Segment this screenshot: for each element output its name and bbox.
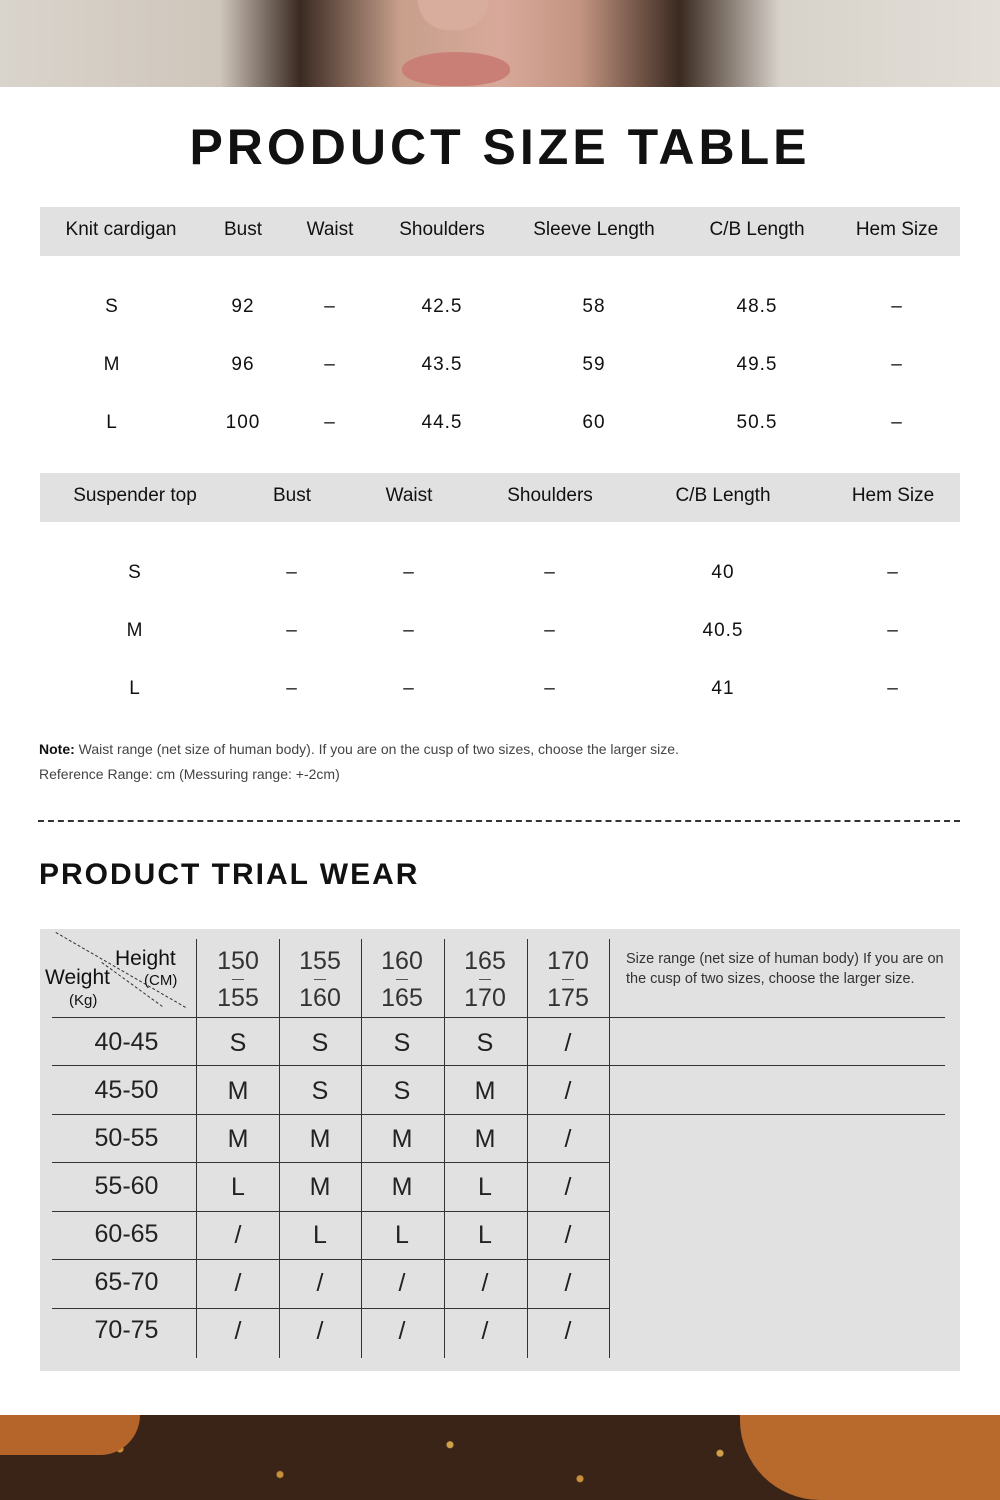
grid-line	[52, 1065, 945, 1066]
table-header	[40, 207, 960, 256]
cardigan-sleeve-shape	[740, 1415, 1000, 1500]
note-label: Note:	[39, 741, 75, 757]
suspender-top-size-table	[40, 473, 960, 720]
size-cell: /	[316, 1269, 324, 1297]
height-range-high: 155	[217, 984, 259, 1012]
size-cell: S	[229, 1029, 247, 1057]
value-cell: –	[891, 296, 903, 317]
height-range-high: 165	[381, 984, 423, 1012]
size-cell: /	[564, 1173, 572, 1201]
weight-label: Weight	[45, 966, 110, 989]
value-cell: 41	[711, 678, 735, 699]
size-cell: M	[227, 1125, 249, 1153]
size-cell: S	[128, 562, 142, 583]
header-cell: C/B Length	[709, 219, 805, 240]
height-range	[361, 948, 443, 1012]
value-cell: 49.5	[736, 354, 778, 375]
grid-line	[52, 1308, 609, 1309]
value-cell: –	[887, 620, 899, 641]
size-cell: M	[391, 1125, 413, 1153]
size-cell: M	[309, 1173, 331, 1201]
value-cell: –	[286, 562, 298, 583]
trial-wear-table	[40, 929, 960, 1371]
size-cell: S	[311, 1077, 329, 1105]
size-cell: /	[564, 1269, 572, 1297]
header-cell: Hem Size	[851, 485, 935, 506]
size-cell: L	[129, 678, 141, 699]
header-cell: Bust	[223, 219, 263, 240]
value-cell: –	[324, 354, 336, 375]
value-cell: –	[286, 620, 298, 641]
size-cell: L	[313, 1221, 327, 1249]
note-line	[39, 737, 679, 762]
value-cell: 43.5	[421, 354, 463, 375]
value-cell: 42.5	[421, 296, 463, 317]
size-cell: M	[227, 1077, 249, 1105]
height-range-high: 160	[299, 984, 341, 1012]
size-cell: L	[478, 1173, 492, 1201]
size-note	[39, 737, 679, 787]
grid-line	[52, 1017, 945, 1018]
value-cell: –	[324, 296, 336, 317]
grid-line	[52, 1259, 609, 1260]
dashed-divider	[38, 820, 960, 822]
size-cell: S	[393, 1077, 411, 1105]
header-cell: Suspender top	[73, 485, 197, 506]
size-cell: /	[398, 1317, 406, 1345]
value-cell: 50.5	[736, 412, 778, 433]
height-range-high: 175	[547, 984, 589, 1012]
size-cell: L	[231, 1173, 245, 1201]
value-cell: 60	[582, 412, 606, 433]
size-cell: /	[481, 1269, 489, 1297]
value-cell: 44.5	[421, 412, 463, 433]
size-cell: /	[481, 1317, 489, 1345]
value-cell: 40	[711, 562, 735, 583]
size-cell: M	[309, 1125, 331, 1153]
size-cell: M	[126, 620, 144, 641]
grid-line	[609, 939, 610, 1358]
grid-line	[52, 1114, 945, 1115]
knit-cardigan-size-table	[40, 207, 960, 454]
size-cell: L	[478, 1221, 492, 1249]
table-row	[40, 280, 960, 338]
header-cell: Shoulders	[399, 219, 485, 240]
trial-wear-note: Size range (net size of human body) If you are on the cusp of two sizes, choose the larger size.	[626, 951, 944, 987]
height-range	[279, 948, 361, 1012]
reference-range: Reference Range: cm (Messuring range: +-2cm)	[39, 766, 340, 782]
weight-range-cell: 60-65	[94, 1220, 159, 1248]
table-row	[40, 546, 960, 604]
height-range-high: 170	[464, 984, 506, 1012]
size-cell: S	[105, 296, 119, 317]
height-range	[444, 948, 526, 1012]
weight-range-cell: 70-75	[94, 1316, 159, 1344]
note-text: Waist range (net size of human body). If you are on the cusp of two sizes, choose the larger size.	[74, 741, 679, 757]
floral-skirt-photo	[0, 1415, 1000, 1500]
height-label: Height	[115, 947, 176, 970]
height-range	[527, 948, 609, 1012]
value-cell: 92	[231, 296, 255, 317]
grid-line	[52, 1162, 609, 1163]
model-face-photo	[0, 0, 1000, 87]
size-cell: /	[234, 1269, 242, 1297]
value-cell: 48.5	[736, 296, 778, 317]
weight-range-cell: 40-45	[94, 1028, 159, 1056]
value-cell: –	[544, 562, 556, 583]
value-cell: –	[544, 620, 556, 641]
weight-range-cell: 45-50	[94, 1076, 159, 1104]
table-row	[40, 662, 960, 720]
size-cell: L	[106, 412, 118, 433]
header-cell: Bust	[272, 485, 312, 506]
value-cell: –	[286, 678, 298, 699]
table-row	[40, 396, 960, 454]
value-cell: –	[544, 678, 556, 699]
size-cell: S	[476, 1029, 494, 1057]
size-cell: /	[316, 1317, 324, 1345]
size-cell: /	[398, 1269, 406, 1297]
grid-line	[52, 1211, 609, 1212]
weight-range-cell: 55-60	[94, 1172, 159, 1200]
trial-wear-title: PRODUCT TRIAL WEAR	[39, 858, 420, 891]
weight-unit: (Kg)	[69, 992, 98, 1009]
height-range-low: 155	[299, 947, 341, 975]
size-cell: L	[395, 1221, 409, 1249]
header-cell: Shoulders	[507, 485, 593, 506]
header-cell: Sleeve Length	[533, 219, 655, 240]
size-cell: /	[564, 1221, 572, 1249]
value-cell: 58	[582, 296, 606, 317]
weight-range-cell: 50-55	[94, 1124, 159, 1152]
height-range-low: 170	[547, 947, 589, 975]
height-unit: (CM)	[144, 972, 178, 989]
value-cell: 96	[231, 354, 255, 375]
size-cell: /	[564, 1077, 572, 1105]
height-range-low: 150	[217, 947, 259, 975]
table-header	[40, 473, 960, 522]
value-cell: 59	[582, 354, 606, 375]
value-cell: –	[324, 412, 336, 433]
header-cell: Waist	[385, 485, 433, 506]
value-cell: –	[891, 412, 903, 433]
height-range-low: 165	[464, 947, 506, 975]
page-title: PRODUCT SIZE TABLE	[189, 119, 811, 175]
value-cell: 40.5	[702, 620, 744, 641]
size-cell: /	[564, 1317, 572, 1345]
header-cell: C/B Length	[675, 485, 771, 506]
value-cell: –	[403, 562, 415, 583]
weight-range-cell: 65-70	[94, 1268, 159, 1296]
header-cell: Knit cardigan	[65, 219, 177, 240]
size-cell: M	[474, 1077, 496, 1105]
value-cell: –	[403, 678, 415, 699]
cardigan-sleeve-shape	[0, 1415, 140, 1455]
size-cell: M	[391, 1173, 413, 1201]
table-row	[40, 338, 960, 396]
height-range-low: 160	[381, 947, 423, 975]
size-cell: /	[564, 1125, 572, 1153]
height-range	[197, 948, 279, 1012]
header-cell: Waist	[306, 219, 354, 240]
header-cell: Hem Size	[855, 219, 939, 240]
size-cell: M	[103, 354, 121, 375]
value-cell: 100	[225, 412, 261, 433]
model-nose-shape	[418, 0, 488, 30]
value-cell: –	[891, 354, 903, 375]
size-cell: M	[474, 1125, 496, 1153]
value-cell: –	[887, 678, 899, 699]
size-cell: /	[564, 1029, 572, 1057]
size-cell: /	[234, 1317, 242, 1345]
size-cell: /	[234, 1221, 242, 1249]
table-row	[40, 604, 960, 662]
value-cell: –	[887, 562, 899, 583]
model-lips-shape	[402, 52, 510, 86]
value-cell: –	[403, 620, 415, 641]
size-cell: S	[311, 1029, 329, 1057]
size-cell: S	[393, 1029, 411, 1057]
